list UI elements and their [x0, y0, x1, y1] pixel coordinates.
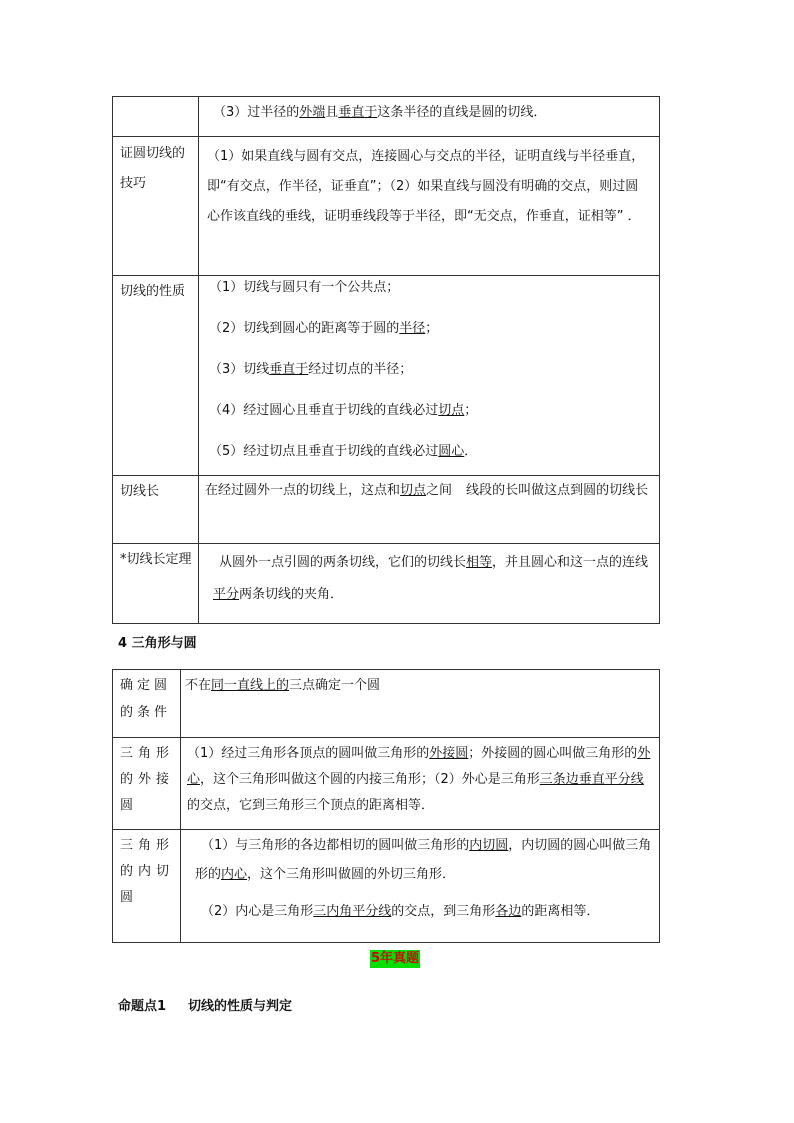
row-content: 从圆外一点引圆的两条切线，它们的切线长相等，并且圆心和这一点的连线平分两条切线的夹角． — [199, 544, 660, 624]
property-2: （2）切线到圆心的距离等于圆的半径； — [209, 321, 439, 336]
table-row — [113, 544, 660, 624]
table-row — [113, 830, 660, 943]
row-content: （1）经过三角形各顶点的圆叫做三角形的外接圆；外接圆的圆心叫做三角形的外心，这个三角形叫做这个圆的内接三角形；（2）外心是三角形三条边垂直平分线的交点，它到三角形三个顶点的距离相等． — [181, 738, 660, 830]
row-label: 证圆切线的技巧 — [113, 137, 199, 276]
row-content — [181, 830, 660, 943]
proposition-number: 命题点1 — [118, 999, 167, 1014]
row-label: 三角形的内切圆 — [113, 830, 181, 943]
table-row — [113, 276, 660, 476]
row-content: （3）过半径的外端且垂直于这条半径的直线是圆的切线． — [199, 97, 660, 137]
row-label: 切线的性质 — [113, 276, 199, 476]
proposition-heading — [118, 995, 292, 1014]
table-row — [113, 476, 660, 544]
incircle-para-2: （2）内心是三角形三内角平分线的交点，到三角形各边的距离相等． — [201, 904, 600, 919]
row-content: （1）如果直线与圆有交点，连接圆心与交点的半径，证明直线与半径垂直，即“有交点，作半径，证垂直”；（2）如果直线与圆没有明确的交点，则过圆心作该直线的垂线，证明垂线段等于半径，即“无交点，作垂直，证相等” ． — [199, 137, 660, 276]
property-5: （5）经过切点且垂直于切线的直线必过圆心． — [209, 444, 478, 459]
row-label: 确定圆的条件 — [113, 670, 181, 738]
row-label: 切线长 — [113, 476, 199, 544]
table-row — [113, 738, 660, 830]
row-label: 三角形的外接圆 — [113, 738, 181, 830]
section-title: 4 三角形与圆 — [118, 636, 197, 651]
proposition-title: 切线的性质与判定 — [188, 999, 293, 1014]
tangent-table — [112, 96, 660, 624]
property-1: （1）切线与圆只有一个公共点； — [209, 280, 400, 295]
row-content: 不在同一直线上的三点确定一个圆 — [181, 670, 660, 738]
row-label: *切线长定理 — [113, 544, 199, 624]
incircle-para-1: （1）与三角形的各边都相切的圆叫做三角形的内切圆，内切圆的圆心叫做三角形的内心，这个三角形叫做圆的外切三角形． — [195, 838, 652, 882]
property-4: （4）经过圆心且垂直于切线的直线必过切点； — [209, 403, 478, 418]
row-content — [199, 276, 660, 476]
row-content: 在经过圆外一点的切线上，这点和切点之间 线段的长叫做这点到圆的切线长 — [199, 476, 660, 544]
triangle-circle-table — [112, 669, 660, 943]
section-banner: 5年真题 — [371, 951, 420, 966]
row-label — [113, 97, 199, 137]
table-row — [113, 97, 660, 137]
table-row — [113, 137, 660, 276]
property-3: （3）切线垂直于经过切点的半径； — [209, 362, 413, 377]
table-row — [113, 670, 660, 738]
